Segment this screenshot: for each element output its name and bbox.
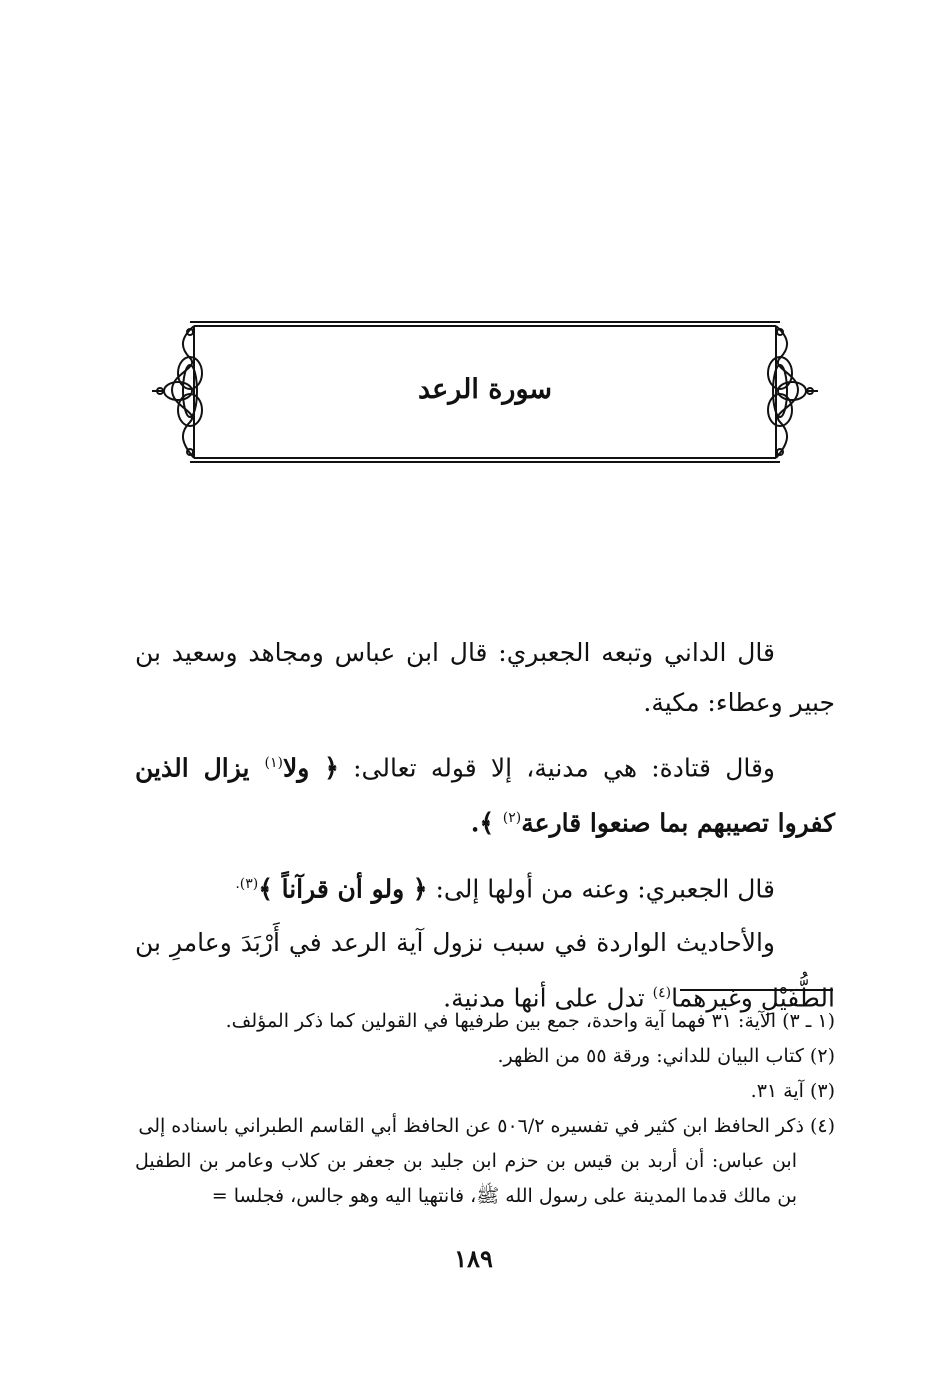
quran-quote: يزال الذين كفروا تصيبهم بما صنعوا قارعة <box>135 753 835 838</box>
paragraph-1: قال الداني وتبعه الجعبري: قال ابن عباس ومجاهد وسعيد بن جبير وعطاء: مكية. <box>135 638 835 717</box>
footnote-2: (٢) كتاب البيان للداني: ورقة ٥٥ من الظهر. <box>497 1045 835 1067</box>
paragraph-2 <box>135 738 835 849</box>
footnote-4-first-line: (٤) ذكر الحافظ ابن كثير في تفسيره ٥٠٦/٢ عن الحافظ أبي القاسم الطبراني باسناده إلى <box>138 1115 835 1137</box>
surah-title-frame <box>150 318 820 466</box>
page-number: ١٨٩ <box>454 1244 493 1273</box>
paragraph-3 <box>135 859 835 914</box>
footnotes <box>135 1004 835 1214</box>
paragraph-2-text: وقال قتادة: هي مدنية، إلا قوله تعالى: <box>338 753 776 783</box>
footnote-ref-4: (٤) <box>652 984 672 1001</box>
footnote-separator <box>680 989 833 991</box>
footnote-ref-3: (٣). <box>235 875 259 892</box>
footnote-ref-1: (١) <box>264 755 283 771</box>
footnote-4-continuation: ابن عباس: أن أربد بن قيس بن حزم ابن جليد بن جعفر بن كلاب وعامر بن الطفيل بن مالك قدما المدينة على رسول الله ﷺ، فانتهيا اليه وهو جالس، فجلسا = <box>135 1150 797 1207</box>
paragraph-4-text: والأحاديث الواردة في سبب نزول آية الرعد في أَرْبَدَ وعامرِ بن الطُّفَيْلِ وغيرهما <box>135 927 835 1013</box>
quran-quote-close: ﴾. <box>470 808 503 838</box>
surah-title: سورة الرعد <box>417 374 553 405</box>
footnote-1: (١ ـ ٣) الآية: ٣١ فهما آية واحدة، جمع بين طرفيها في القولين كما ذكر المؤلف. <box>225 1010 835 1032</box>
main-text <box>135 628 835 1023</box>
footnote-ref-2: (٢) <box>502 810 522 827</box>
footnote-4 <box>135 1109 835 1214</box>
quran-quote-open: ﴿ ولا <box>282 753 339 783</box>
footnote-3: (٣) آية ٣١. <box>750 1080 835 1102</box>
paragraph-3-text: قال الجعبري: وعنه من أولها إلى: <box>427 873 775 903</box>
quran-quote-2: ﴿ ولو أن قرآناً ﴾ <box>258 873 428 903</box>
paragraph-4-end: تدل على أنها مدنية. <box>443 983 653 1013</box>
